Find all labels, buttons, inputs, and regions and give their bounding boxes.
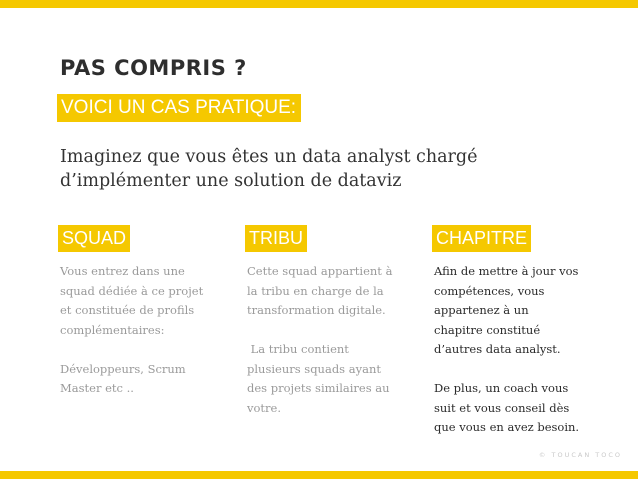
body-line: compétences, vous xyxy=(434,283,545,298)
copyright-credit: © TOUCAN TOCO xyxy=(538,451,622,459)
intro-line-1: Imaginez que vous êtes un data analyst chargé xyxy=(60,147,478,167)
slide-subtitle: VOICI UN CAS PRATIQUE: xyxy=(57,94,301,122)
column-chapitre xyxy=(434,225,599,438)
column-body-squad xyxy=(60,262,225,399)
body-line: la tribu en charge de la xyxy=(247,283,384,298)
body-line: Afin de mettre à jour vos xyxy=(434,264,579,278)
body-line: d’autres data analyst. xyxy=(434,342,561,356)
body-line: Vous entrez dans une xyxy=(60,264,185,278)
paragraph-gap xyxy=(247,321,412,341)
column-body-chapitre xyxy=(434,262,599,438)
body-line: Développeurs, Scrum xyxy=(60,361,186,376)
body-line: Master etc .. xyxy=(60,381,134,395)
paragraph-gap xyxy=(434,360,599,380)
body-line: La tribu contient xyxy=(247,342,349,356)
body-line: transformation digitale. xyxy=(247,303,386,317)
body-line: De plus, un coach vous xyxy=(434,381,569,395)
body-line: Cette squad appartient à xyxy=(247,264,393,278)
column-squad xyxy=(60,225,225,399)
column-heading-squad: SQUAD xyxy=(58,225,130,252)
intro-line-2: d’implémenter une solution de dataviz xyxy=(60,171,402,191)
bottom-accent-bar xyxy=(0,471,638,479)
slide-title: PAS COMPRIS ? xyxy=(60,56,247,80)
body-line: complémentaires: xyxy=(60,322,165,337)
body-line: suit et vous conseil dès xyxy=(434,400,570,415)
body-line: que vous en avez besoin. xyxy=(434,420,580,434)
column-body-tribu xyxy=(247,262,412,418)
body-line: chapitre constitué xyxy=(434,322,541,337)
body-line: et constituée de profils xyxy=(60,303,195,317)
body-line: votre. xyxy=(247,400,282,415)
intro-text xyxy=(60,145,580,193)
body-line: appartenez à un xyxy=(434,303,529,317)
column-heading-tribu: TRIBU xyxy=(245,225,307,252)
body-line: des projets similaires au xyxy=(247,381,390,395)
body-line: plusieurs squads ayant xyxy=(247,361,381,376)
column-tribu xyxy=(247,225,412,418)
body-line: squad dédiée à ce projet xyxy=(60,283,204,298)
top-accent-bar xyxy=(0,0,638,8)
paragraph-gap xyxy=(60,340,225,360)
column-heading-chapitre: CHAPITRE xyxy=(432,225,531,252)
